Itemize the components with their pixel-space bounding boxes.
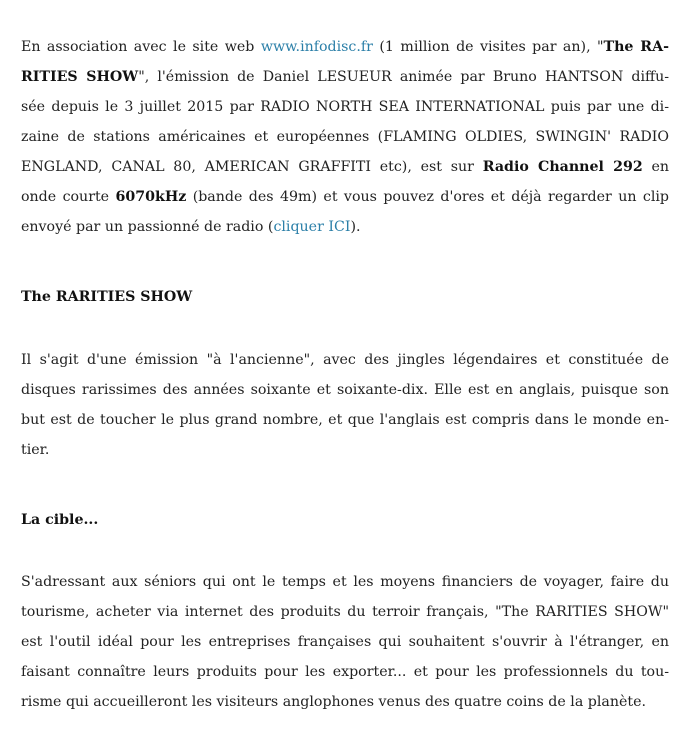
frequency-bold: 6070kHz [115,189,187,205]
target-line-5: risme qui accueilleront les visiteurs anglophones venus des quatre coins de la planète. [21,694,647,710]
intro-text: ", l'émission de Daniel LESUEUR animée par Bruno HANTSON diffu- [138,69,669,85]
description-line-3: but est de toucher le plus grand nombre, et que l'anglais est compris dans le monde en- [21,412,669,428]
show-name-bold: The RA- [603,39,669,55]
target-paragraph [21,567,669,717]
intro-line-6 [21,182,669,212]
section-heading-rarities-show: The RARITIES SHOW [21,289,193,305]
intro-text: (1 million de visites par an), " [372,39,604,55]
intro-text: onde courte [21,189,116,205]
intro-text: (bande des 49m) et vous pouvez d'ores et déjà regarder un clip [186,189,669,205]
intro-text: ENGLAND, CANAL 80, AMERICAN GRAFFITI etc), est sur [21,159,483,175]
clip-link[interactable]: cliquer ICI [273,219,351,235]
infodisc-link[interactable]: www.infodisc.fr [260,39,373,55]
target-line-3: est l'outil idéal pour les entreprises françaises qui souhaitent s'ouvrir à l'étranger, en [21,634,669,650]
intro-line-1 [21,32,669,62]
intro-text: ). [350,219,361,235]
target-line-1: S'adressant aux séniors qui ont le temps et les moyens financiers de voyager, faire du [21,574,669,590]
section-heading-target: La cible... [21,512,99,528]
show-name-bold: RITIES SHOW [21,69,139,85]
intro-line-3: sée depuis le 3 juillet 2015 par RADIO NORTH SEA INTERNATIONAL puis par une di- [21,99,669,115]
target-line-4: faisant connaître leurs produits pour les exporter... et pour les professionnels du tou- [21,664,669,680]
description-line-1: Il s'agit d'une émission "à l'ancienne", avec des jingles légendaires et constituée de [21,352,669,368]
show-description-paragraph [21,345,669,465]
intro-line-5 [21,152,669,182]
intro-line-2 [21,62,669,92]
target-line-2: tourisme, acheter via internet des produits du terroir français, "The RARITIES SHOW" [21,604,669,620]
intro-line-4: zaine de stations américaines et européennes (FLAMING OLDIES, SWINGIN' RADIO [21,129,669,145]
station-name-bold: Radio Channel 292 [482,159,643,175]
intro-text: envoyé par un passionné de radio ( [21,219,274,235]
description-line-2: disques rarissimes des années soixante et soixante-dix. Elle est en anglais, puisque son [21,382,669,398]
intro-text: En association avec le site web [21,39,261,55]
intro-line-7 [21,212,669,242]
description-line-4: tier. [21,442,50,458]
intro-paragraph [21,32,669,242]
intro-text: en [642,159,669,175]
